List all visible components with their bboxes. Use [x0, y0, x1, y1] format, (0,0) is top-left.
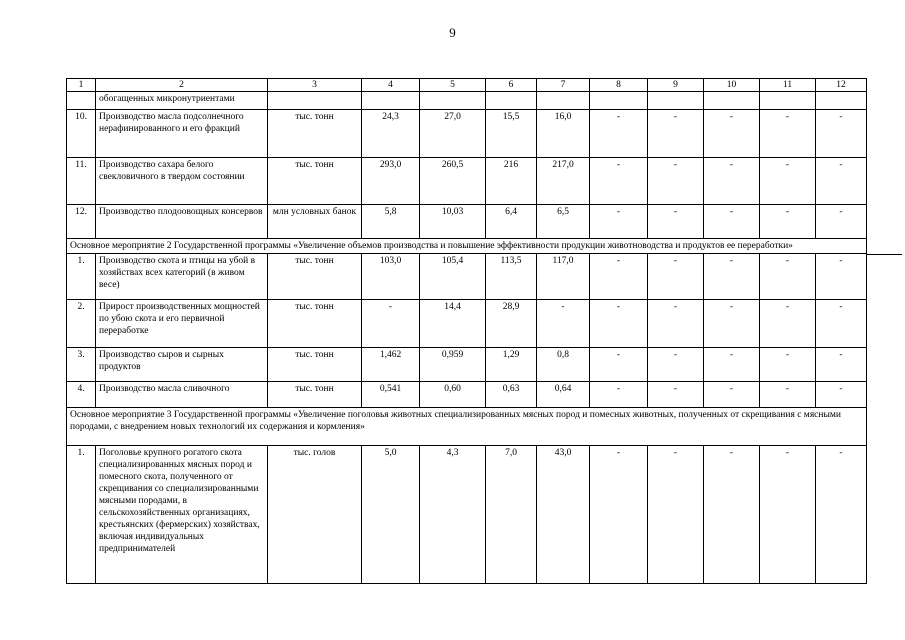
header-cell: 9: [648, 79, 704, 92]
value-cell: -: [648, 110, 704, 158]
value-cell: -: [590, 348, 648, 382]
value-cell: 14,4: [420, 300, 486, 348]
header-cell: 6: [486, 79, 537, 92]
table-row: [67, 348, 867, 382]
value-cell: -: [760, 300, 816, 348]
row-number-cell: 12.: [67, 205, 96, 239]
value-cell: 105,4: [420, 254, 486, 300]
value-cell: -: [760, 446, 816, 584]
unit-cell: тыс. тонн: [268, 382, 362, 408]
value-cell: 6,4: [486, 205, 537, 239]
value-cell: 0,64: [537, 382, 590, 408]
header-cell: 8: [590, 79, 648, 92]
value-cell: -: [590, 110, 648, 158]
table-row: [67, 205, 867, 239]
unit-cell: тыс. тонн: [268, 254, 362, 300]
header-cell: 11: [760, 79, 816, 92]
value-cell: -: [704, 348, 760, 382]
indicators-table: [66, 78, 867, 584]
value-cell: 1,462: [362, 348, 420, 382]
value-cell: -: [816, 382, 867, 408]
value-cell: 43,0: [537, 446, 590, 584]
unit-cell: млн условных банок: [268, 205, 362, 239]
header-cell: 4: [362, 79, 420, 92]
unit-cell: тыс. тонн: [268, 158, 362, 205]
value-cell: -: [704, 300, 760, 348]
value-cell: -: [648, 205, 704, 239]
value-cell: 5,0: [362, 446, 420, 584]
header-cell: 12: [816, 79, 867, 92]
value-cell: 260,5: [420, 158, 486, 205]
section-row: [67, 239, 867, 254]
value-cell: -: [590, 205, 648, 239]
section-title: Основное мероприятие 2 Государственной программы «Увеличение объемов производства и повышение эффективности продукции животноводства и продуктов ее переработки»: [67, 239, 867, 254]
value-cell: -: [704, 110, 760, 158]
indicator-name-cell: Производство сыров и сырных продуктов: [96, 348, 268, 382]
header-cell: 7: [537, 79, 590, 92]
table-row: [67, 158, 867, 205]
value-cell: 216: [486, 158, 537, 205]
row-number-cell: 1.: [67, 254, 96, 300]
value-cell: 0,63: [486, 382, 537, 408]
value-cell: -: [760, 110, 816, 158]
value-cell: 4,3: [420, 446, 486, 584]
header-cell: 3: [268, 79, 362, 92]
value-cell: -: [648, 382, 704, 408]
header-row: [67, 79, 867, 92]
value-cell: -: [760, 382, 816, 408]
indicator-name-cell: Производство сахара белого свекловичного в твердом состоянии: [96, 158, 268, 205]
table-row: [67, 382, 867, 408]
value-cell: 28,9: [486, 300, 537, 348]
value-cell: 293,0: [362, 158, 420, 205]
value-cell: 0,8: [537, 348, 590, 382]
indicator-name-cell: Производство масла сливочного: [96, 382, 268, 408]
section-title: Основное мероприятие 3 Государственной программы «Увеличение поголовья животных специализированных мясных пород и помесных животных, полученных от скрещивания с мясными породами, с внедрением новых технологий их содержания и кормления»: [67, 408, 867, 446]
num-cell: [67, 92, 96, 110]
value-cell: -: [648, 300, 704, 348]
value-cell: -: [760, 158, 816, 205]
value-cell: 113,5: [486, 254, 537, 300]
value-cell: 103,0: [362, 254, 420, 300]
stray-line: [866, 254, 902, 255]
value-cell: -: [648, 446, 704, 584]
indicator-name-cell: Производство плодоовощных консервов: [96, 205, 268, 239]
value-cell: -: [590, 446, 648, 584]
value-cell: 6,5: [537, 205, 590, 239]
row-number-cell: 3.: [67, 348, 96, 382]
value-cell: -: [760, 254, 816, 300]
indicator-name-cell: Прирост производственных мощностей по убою скота и его первичной переработке: [96, 300, 268, 348]
value-cell: -: [648, 254, 704, 300]
value-cell: -: [648, 158, 704, 205]
value-cell: 0,541: [362, 382, 420, 408]
value-cell: -: [816, 254, 867, 300]
value-cell: -: [590, 158, 648, 205]
table-row: [67, 446, 867, 584]
value-cell: 27,0: [420, 110, 486, 158]
header-cell: 10: [704, 79, 760, 92]
value-cell: 24,3: [362, 110, 420, 158]
value-cell: -: [704, 254, 760, 300]
value-cell: -: [590, 300, 648, 348]
value-cell: -: [816, 348, 867, 382]
value-cell: -: [704, 446, 760, 584]
header-cell: 2: [96, 79, 268, 92]
value-cell: -: [816, 110, 867, 158]
value-cell: -: [590, 254, 648, 300]
value-cell: -: [816, 158, 867, 205]
table-body: [67, 79, 867, 584]
value-cell: 10,03: [420, 205, 486, 239]
value-cell: 5,8: [362, 205, 420, 239]
value-cell: 0,60: [420, 382, 486, 408]
value-cell: -: [704, 382, 760, 408]
value-cell: 0,959: [420, 348, 486, 382]
unit-cell: тыс. тонн: [268, 300, 362, 348]
row-number-cell: 1.: [67, 446, 96, 584]
table-row: [67, 254, 867, 300]
header-cell: 1: [67, 79, 96, 92]
indicator-name-cell: Производство масла подсолнечного нерафинированного и его фракций: [96, 110, 268, 158]
value-cell: -: [648, 348, 704, 382]
name-cell: обогащенных микронутриентами: [96, 92, 268, 110]
value-cell: 217,0: [537, 158, 590, 205]
indicator-name-cell: Производство скота и птицы на убой в хозяйствах всех категорий (в живом весе): [96, 254, 268, 300]
indicator-name-cell: Поголовье крупного рогатого скота специализированных мясных пород и помесного скота, полученного от скрещивания со специализированными мясными породами, в сельскохозяйственных организациях, крестьянских (фермерских) хозяйствах, включая индивидуальных предпринимателей: [96, 446, 268, 584]
value-cell: -: [816, 446, 867, 584]
value-cell: 16,0: [537, 110, 590, 158]
unit-cell: тыс. тонн: [268, 110, 362, 158]
unit-cell: тыс. голов: [268, 446, 362, 584]
header-cell: 5: [420, 79, 486, 92]
row-number-cell: 11.: [67, 158, 96, 205]
row-number-cell: 2.: [67, 300, 96, 348]
table-row: [67, 300, 867, 348]
value-cell: -: [537, 300, 590, 348]
value-cell: -: [704, 205, 760, 239]
value-cell: 117,0: [537, 254, 590, 300]
unit-cell: тыс. тонн: [268, 348, 362, 382]
row-number-cell: 4.: [67, 382, 96, 408]
value-cell: 7,0: [486, 446, 537, 584]
row-number-cell: 10.: [67, 110, 96, 158]
continuation-row: [67, 92, 867, 110]
value-cell: 15,5: [486, 110, 537, 158]
value-cell: -: [704, 158, 760, 205]
value-cell: -: [760, 348, 816, 382]
value-cell: -: [590, 382, 648, 408]
table-row: [67, 110, 867, 158]
value-cell: -: [760, 205, 816, 239]
value-cell: -: [816, 205, 867, 239]
value-cell: -: [816, 300, 867, 348]
section-row: [67, 408, 867, 446]
value-cell: 1,29: [486, 348, 537, 382]
page-number: 9: [449, 25, 456, 40]
value-cell: -: [362, 300, 420, 348]
